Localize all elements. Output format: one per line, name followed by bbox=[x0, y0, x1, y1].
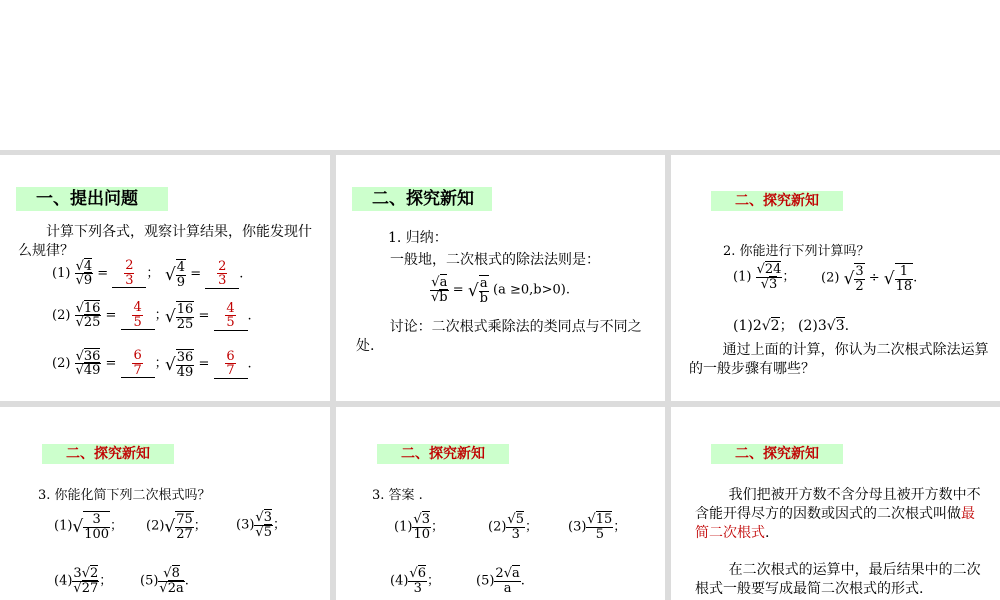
formula-condition: (a ≥0,b>0). bbox=[493, 282, 570, 298]
slide-4-header: 二、探究新知 bbox=[42, 444, 174, 464]
slide-6-note: 在二次根式的运算中，最后结果中的二次根式一般要写成最简二次根式的形式. bbox=[695, 562, 981, 597]
slide-5[interactable] bbox=[336, 407, 665, 600]
slide-3-question: 2. 你能进行下列计算吗？ bbox=[723, 244, 870, 259]
slide-2-discussion: 讨论：二次根式乘除法的类同点与不同之处. bbox=[356, 319, 642, 354]
sqrt-fraction: $\frac{√4}{√9}$ bbox=[75, 258, 93, 289]
slide-2-item: 1. 归纳： bbox=[388, 230, 448, 246]
slide-3-expr-1: (1) $\frac{√24}{√3}$ ； bbox=[733, 262, 796, 292]
slide-4-expr-2: (2)√ $\frac{75}{27}$ ； bbox=[146, 512, 207, 542]
slide-5-ans-1: (1) $\frac{√3}{10}$ ； bbox=[394, 512, 445, 542]
slide-5-ans-3: (3) $\frac{√15}{5}$ ； bbox=[568, 512, 627, 542]
slide-5-ans-5: (5) $\frac{2√a}{a}$ . bbox=[476, 566, 525, 596]
slide-3-header: 二、探究新知 bbox=[711, 191, 843, 211]
slide-4-expr-1: (1)√ $\frac{3}{100}$ ； bbox=[54, 512, 124, 542]
slide-1-row-3-right: √ $\frac{36}{49}$ = $\frac{6}{7}$ . bbox=[165, 348, 252, 380]
num: 4 bbox=[83, 258, 93, 274]
slide-2[interactable] bbox=[336, 155, 665, 401]
slide-5-answer-title: 3. 答案 . bbox=[372, 488, 423, 503]
slide-1-intro: 计算下列各式，观察计算结果，你能发现什么规律？ bbox=[18, 224, 312, 259]
slide-6[interactable] bbox=[671, 407, 1000, 600]
slide-5-ans-4: (4) $\frac{√6}{3}$ ； bbox=[390, 566, 441, 596]
slide-1-row-2-right: √ $\frac{16}{25}$ = $\frac{4}{5}$ . bbox=[165, 300, 252, 332]
slide-1-row-1 bbox=[52, 259, 159, 288]
slide-1[interactable] bbox=[0, 155, 330, 401]
slide-1-row-3: (2) $\frac{√36}{√49}$ = $\frac{6}{7}$ ； bbox=[52, 348, 168, 379]
slide-1-row-1-right: √ $\frac{4}{9}$ = $\frac{2}{3}$ . bbox=[165, 258, 244, 290]
simplest-radical-term: 最简二次根式 bbox=[695, 506, 975, 541]
slide-1-row-2: (2) $\frac{√16}{√25}$ = $\frac{4}{5}$ ； bbox=[52, 300, 168, 331]
slide-3-expr-2: (2) √ $\frac{3}{2}$ ÷ √ $\frac{1}{18}$ . bbox=[821, 264, 918, 294]
slide-4-expr-4: (4) $\frac{3√2}{√27}$ ； bbox=[54, 566, 113, 596]
slide-1-header: 一、提出问题 bbox=[16, 187, 168, 211]
den: 9 bbox=[83, 273, 93, 289]
slide-2-header: 二、探究新知 bbox=[352, 187, 492, 211]
slide-4-expr-3: (3) $\frac{√3}{√5}$ ； bbox=[236, 510, 287, 540]
slide-4-question: 3. 你能化简下列二次根式吗？ bbox=[38, 488, 211, 503]
top-blank-area bbox=[0, 0, 1000, 150]
semicolon: ； bbox=[146, 266, 160, 282]
slide-6-header: 二、探究新知 bbox=[711, 444, 843, 464]
slide-4[interactable] bbox=[0, 407, 330, 600]
slide-4-expr-5: (5) $\frac{√8}{√2a}$ . bbox=[140, 566, 189, 596]
equals: = bbox=[97, 266, 109, 282]
answer-blank: $\frac{2}{3}$ bbox=[112, 259, 146, 288]
slide-2-rule: 一般地，二次根式的除法法则是： bbox=[390, 252, 600, 268]
slide-2-formula: $\frac{√a}{√b}$ = √ $\frac{a}{b}$ (a ≥0,b>0). bbox=[431, 275, 570, 306]
slide-5-ans-2: (2) $\frac{√5}{3}$ ； bbox=[488, 512, 539, 542]
label: (1) bbox=[52, 266, 71, 282]
slide-5-header: 二、探究新知 bbox=[377, 444, 509, 464]
slide-3-summary: 通过上面的计算，你认为二次根式除法运算的一般步骤有哪些？ bbox=[689, 342, 989, 377]
slide-3-answers: (1)2√2； (2)3√3. bbox=[733, 318, 850, 334]
slide-3[interactable] bbox=[671, 155, 1000, 401]
slide-6-definition: 我们把被开方数不含分母且被开方数中不含能开得尽方的因数或因式的二次根式叫做最简二次根式. bbox=[695, 487, 981, 541]
